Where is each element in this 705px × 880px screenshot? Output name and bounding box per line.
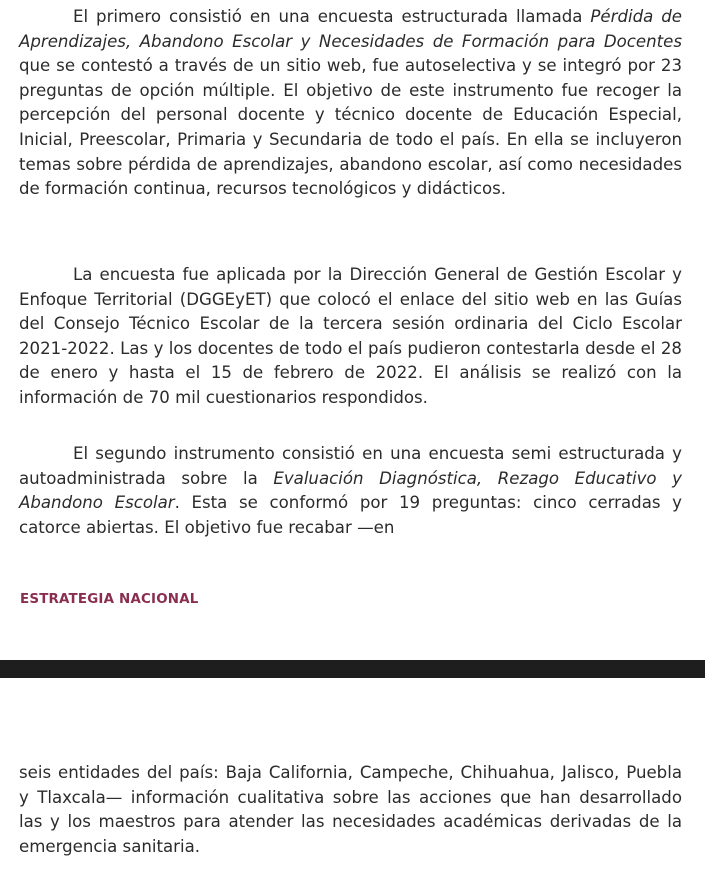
paragraph-continuation (19, 761, 682, 859)
evaluation-title-italic: Evaluación Diagnóstica, Rezago Educativo y Abandono Escolar (19, 468, 682, 513)
page-break-bar (0, 660, 705, 678)
paragraph-survey-application (19, 263, 682, 411)
paragraph-text: El segundo instrumento consistió en una encuesta semi estructurada y autoadministrada sobre la (19, 444, 682, 488)
survey-title-italic: Pérdida de Aprendizajes, Abandono Escolar y Necesidades de Formación para Docentes (19, 7, 682, 51)
paragraph-first-survey (19, 5, 682, 202)
paragraph-text: . Esta se conformó por 19 preguntas: cinco cerradas y catorce abiertas. El objetivo fue recabar —en (19, 493, 682, 537)
paragraph-text: La encuesta fue aplicada por la Dirección General de Gestión Escolar y Enfoque Territorial (DGGEyET) que colocó el enlace del sitio web en las Guías del Consejo Técnico Escolar de la tercera sesión ordinaria del Ciclo Escolar 2021-2022. Las y los docentes de todo el país pudieron contestarla desde el 28 de enero y hasta el 15 de febrero de 2022. El análisis se realizó con la información de 70 mil cuestionarios respondidos. (19, 265, 682, 407)
section-footer-label: ESTRATEGIA NACIONAL (20, 592, 199, 607)
paragraph-text: seis entidades del país: Baja California, Campeche, Chihuahua, Jalisco, Puebla y Tlaxcala— información cualitativa sobre las acciones que han desarrollado las y los maestros para atender las necesidades académicas derivadas de la emergencia sanitaria. (19, 763, 682, 856)
paragraph-text: El primero consistió en una encuesta estructurada llamada (73, 7, 591, 26)
paragraph-text: que se contestó a través de un sitio web, fue autoselectiva y se integró por 23 preguntas de opción múltiple. El objetivo de este instrumento fue recoger la percepción del personal docente y técnico docente de Educación Especial, Inicial, Preescolar, Primaria y Secundaria de todo el país. En ella se incluyeron temas sobre pérdida de aprendizajes, abandono escolar, así como necesidades de formación continua, recursos tecnológicos y didácticos. (19, 56, 682, 199)
paragraph-second-instrument (19, 442, 682, 540)
